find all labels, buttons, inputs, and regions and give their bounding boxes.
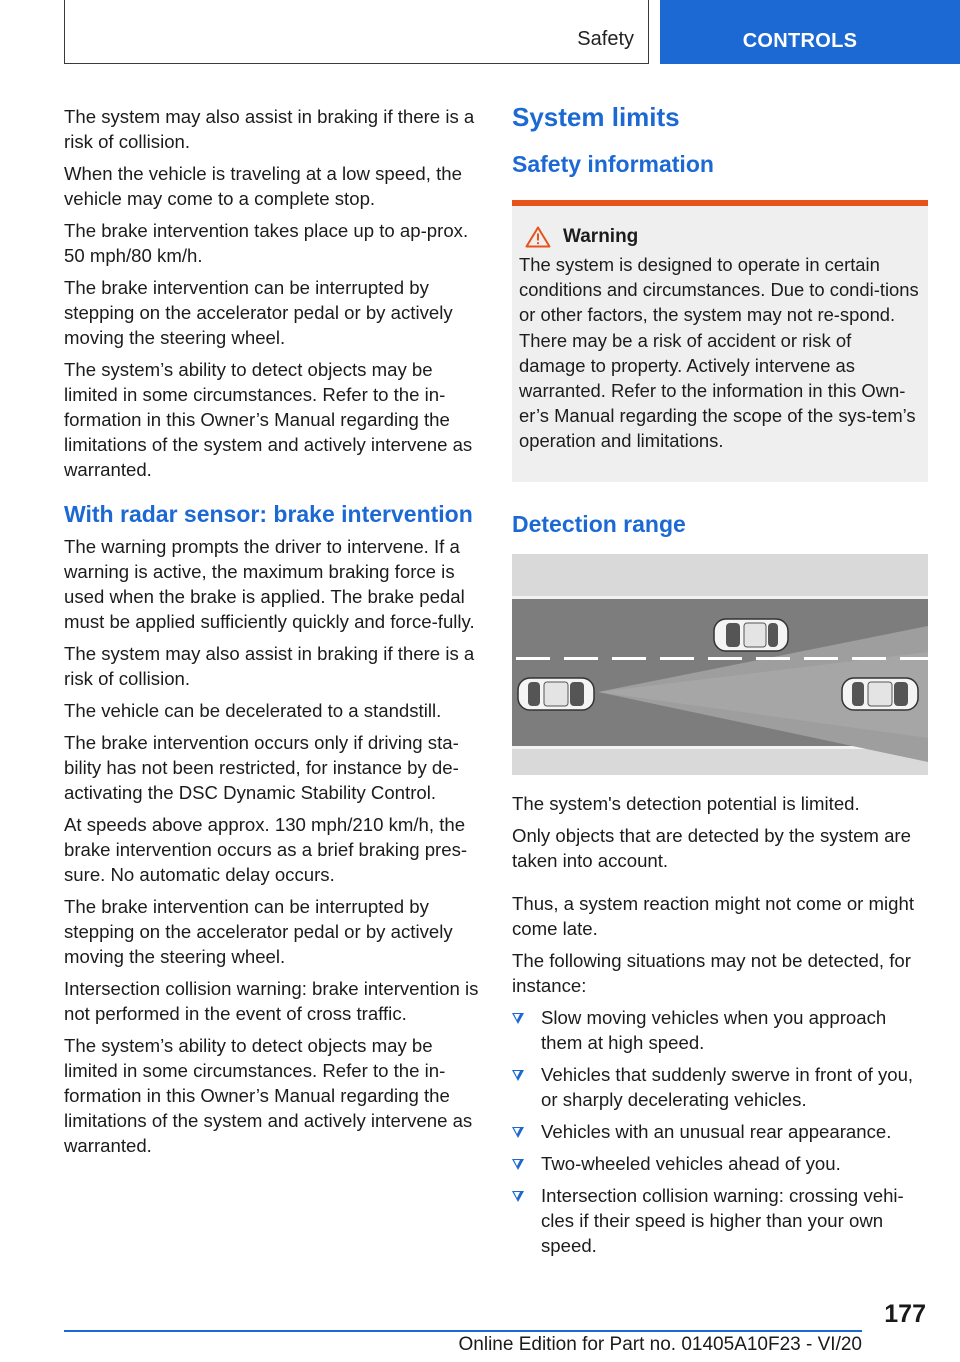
- list-item: Vehicles with an unusual rear appearance.: [512, 1119, 928, 1144]
- heading-detection-range: Detection range: [512, 511, 686, 537]
- paragraph: The system's detection potential is limited.: [512, 793, 860, 814]
- heading-system-limits: System limits: [512, 102, 680, 132]
- list-item: Slow moving vehicles when you approach them at high speed.: [512, 1005, 928, 1055]
- detection-range-illustration: [512, 554, 928, 775]
- paragraph: The brake intervention occurs only if driving sta‐bility has not been restricted, for instance by de‐activating the DSC Dynamic Stability Control.: [64, 732, 459, 803]
- edition-footer: Online Edition for Part no. 01405A10F23 - VI/20: [458, 1334, 862, 1355]
- section-heading-radar-brake: With radar sensor: brake intervention: [64, 501, 473, 527]
- warning-title-row: [519, 226, 920, 248]
- lane-divider: [516, 657, 928, 660]
- paragraph: The brake intervention takes place up to ap‐prox. 50 mph/80 km/h.: [64, 220, 469, 266]
- paragraph: The system may also assist in braking if there is a risk of collision.: [64, 643, 475, 689]
- triangle-bullet-icon: [512, 1159, 524, 1170]
- page-number: 177: [884, 1300, 926, 1328]
- paragraph: Intersection collision warning: brake intervention is not performed in the event of cross traffic.: [64, 978, 479, 1024]
- paragraph: At speeds above approx. 130 mph/210 km/h, the brake intervention occurs as a brief braking pres‐sure. No automatic delay occurs.: [64, 814, 468, 885]
- warning-triangle-icon: [525, 226, 551, 248]
- list-item: Intersection collision warning: crossing vehi‐cles if their speed is higher than your own speed.: [512, 1183, 928, 1258]
- paragraph: The vehicle can be decelerated to a standstill.: [64, 700, 442, 721]
- paragraph: The system may also assist in braking if there is a risk of collision.: [64, 106, 475, 152]
- paragraph: The system’s ability to detect objects may be limited in some circumstances. Refer to the in‐formation in this Owner’s Manual regarding the limitations of the system and actively intervene as warranted.: [64, 1035, 473, 1156]
- section-title: Safety: [577, 28, 634, 50]
- header-frame: [64, 0, 649, 64]
- car-icon: [714, 619, 788, 651]
- paragraph: The system’s ability to detect objects may be limited in some circumstances. Refer to the in‐formation in this Owner’s Manual regarding the limitations of the system and actively intervene as warranted.: [64, 359, 473, 480]
- triangle-bullet-icon: [512, 1127, 524, 1138]
- paragraph: Thus, a system reaction might not come or might come late.: [512, 893, 914, 939]
- right-column: [512, 100, 928, 1265]
- triangle-bullet-icon: [512, 1191, 524, 1202]
- left-column: [64, 104, 482, 1165]
- triangle-bullet-icon: [512, 1070, 524, 1081]
- car-icon: [842, 678, 918, 710]
- paragraph: The brake intervention can be interrupted by stepping on the accelerator pedal or by actively moving the steering wheel.: [64, 896, 453, 967]
- own-car-icon: [518, 678, 594, 710]
- paragraph: The brake intervention can be interrupted by stepping on the accelerator pedal or by actively moving the steering wheel.: [64, 277, 453, 348]
- paragraph: Only objects that are detected by the system are taken into account.: [512, 825, 911, 871]
- heading-safety-information: Safety information: [512, 151, 714, 177]
- paragraph: The following situations may not be detected, for instance:: [512, 950, 911, 996]
- warning-text: The system is designed to operate in certain conditions and circumstances. Due to condi‐tions or other factors, the system may not re‐spond. There may be a risk of accident or risk of damage to property. Actively intervene as warranted. Refer to the information in this Own‐er’s Manual regarding the scope of the sys‐tem’s operation and limitations.: [519, 254, 919, 452]
- paragraph: When the vehicle is traveling at a low speed, the vehicle may come to a complete stop.: [64, 163, 462, 209]
- warning-box: [512, 200, 928, 482]
- situations-list: [512, 1005, 928, 1258]
- paragraph: The warning prompts the driver to intervene. If a warning is active, the maximum braking force is used when the brake is applied. The brake pedal must be applied sufficiently quickly and force‐fully.: [64, 536, 475, 632]
- footer-divider: [64, 1330, 862, 1332]
- list-item: Vehicles that suddenly swerve in front of you, or sharply decelerating vehicles.: [512, 1062, 928, 1112]
- warning-title: Warning: [563, 226, 639, 247]
- triangle-bullet-icon: [512, 1013, 524, 1024]
- chapter-tab[interactable]: CONTROLS: [660, 0, 960, 64]
- list-item: Two-wheeled vehicles ahead of you.: [512, 1151, 928, 1176]
